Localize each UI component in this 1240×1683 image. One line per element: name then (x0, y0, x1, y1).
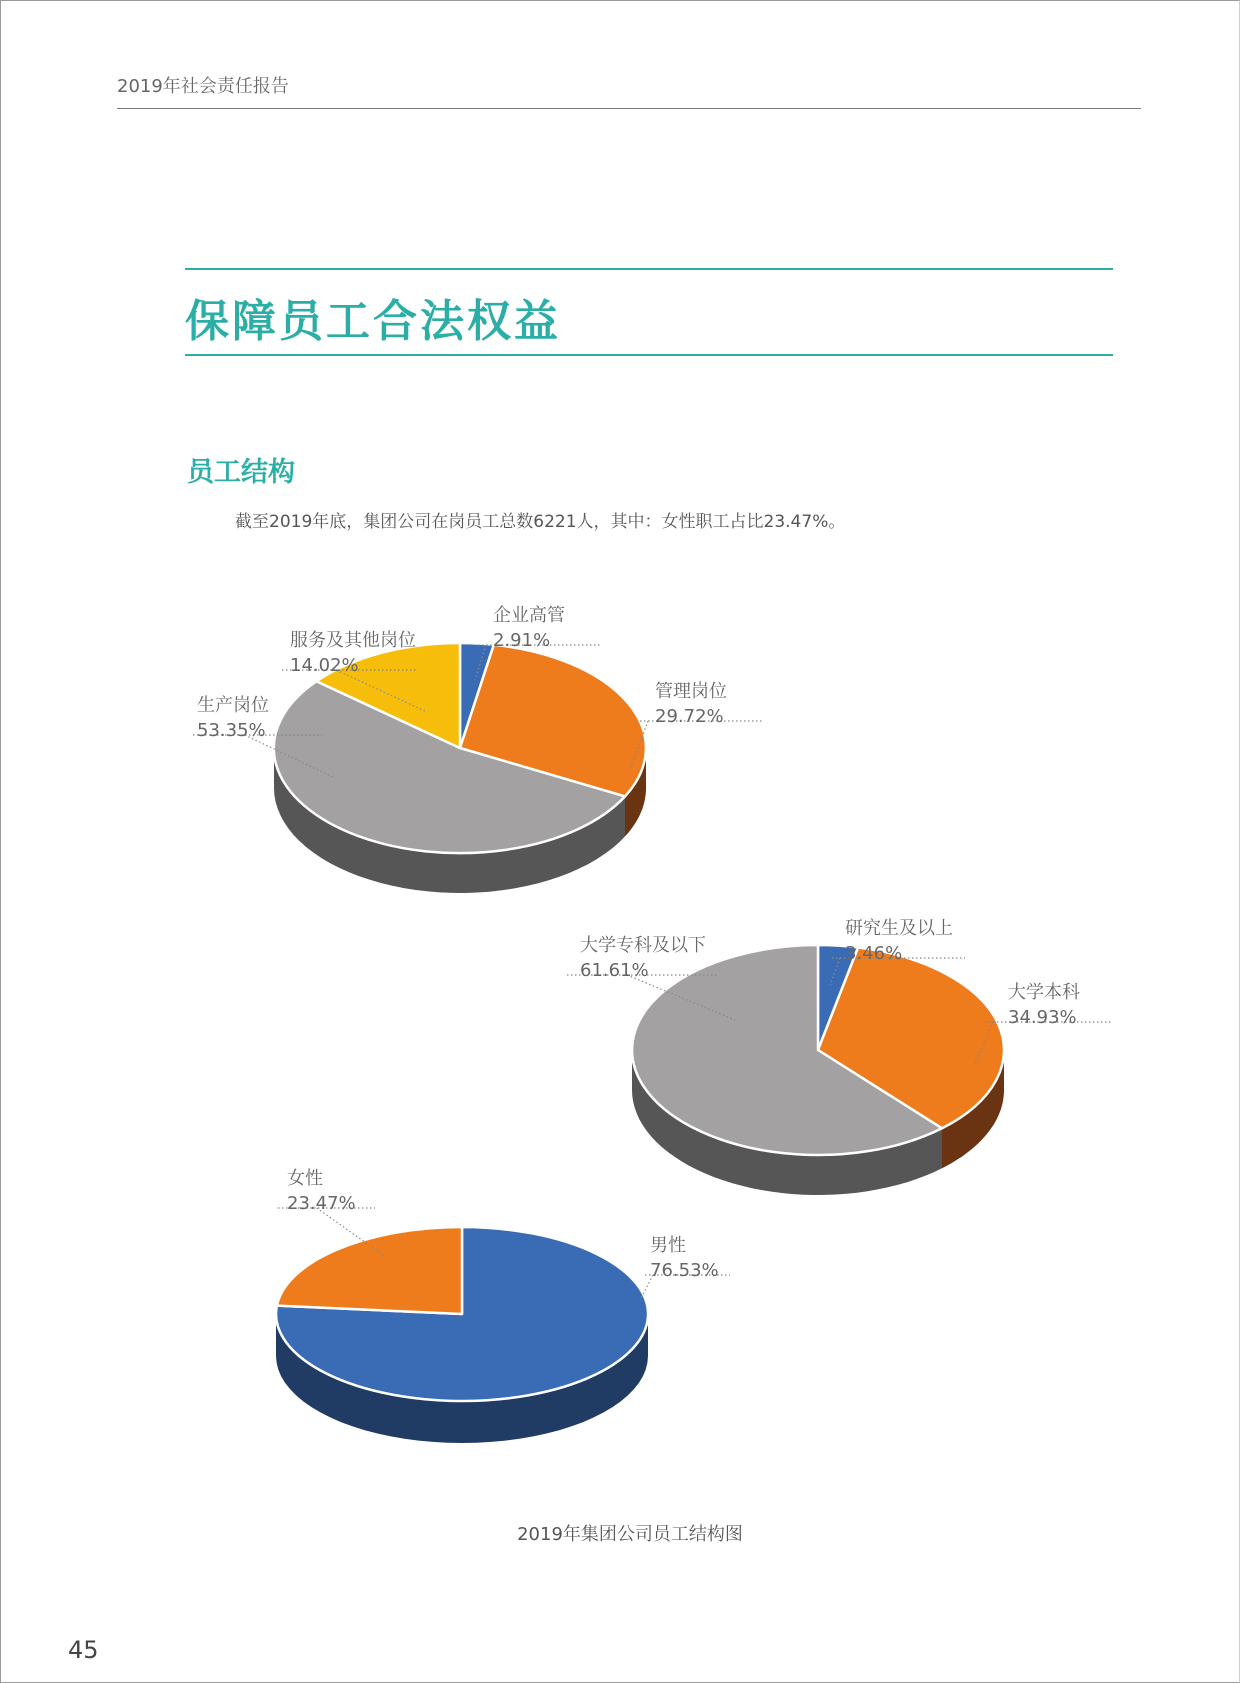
title-rule-top (185, 268, 1113, 270)
page-number: 45 (68, 1636, 99, 1664)
value-label-2-2: 34.93% (1008, 1007, 1077, 1028)
category-label-1-2: 管理岗位 (655, 681, 727, 702)
leader-line-1-2 (630, 721, 762, 770)
category-label-1-4: 服务及其他岗位 (290, 630, 416, 651)
intro-text: 截至2019年底，集团公司在岗员工总数6221人，其中：女性职工占比23.47%。 (235, 512, 846, 532)
pie-charts (0, 560, 1240, 1500)
category-label-3-2: 女性 (287, 1168, 323, 1189)
value-label-3-2: 23.47% (287, 1193, 356, 1214)
pie-slice-3-2 (277, 1227, 462, 1314)
category-label-3-1: 男性 (650, 1235, 686, 1256)
category-label-2-3: 大学专科及以下 (580, 935, 706, 956)
value-label-2-3: 61.61% (580, 960, 649, 981)
value-label-3-1: 76.53% (650, 1260, 719, 1281)
value-label-1-2: 29.72% (655, 706, 724, 727)
title-rule-bottom (185, 354, 1113, 356)
value-label-1-4: 14.02% (290, 655, 359, 676)
value-label-1-1: 2.91% (493, 630, 551, 651)
section-title: 保障员工合法权益 (185, 296, 561, 347)
category-label-2-1: 研究生及以上 (845, 918, 953, 939)
category-label-1-1: 企业高管 (493, 605, 565, 626)
subsection-title: 员工结构 (187, 457, 295, 488)
value-label-1-3: 53.35% (197, 720, 266, 741)
category-label-1-3: 生产岗位 (197, 695, 269, 716)
header-rule (117, 108, 1141, 109)
running-header: 2019年社会责任报告 (117, 76, 289, 97)
value-label-2-1: 3.46% (845, 943, 903, 964)
category-label-2-2: 大学本科 (1008, 982, 1080, 1003)
figure-caption: 2019年集团公司员工结构图 (517, 1524, 743, 1545)
